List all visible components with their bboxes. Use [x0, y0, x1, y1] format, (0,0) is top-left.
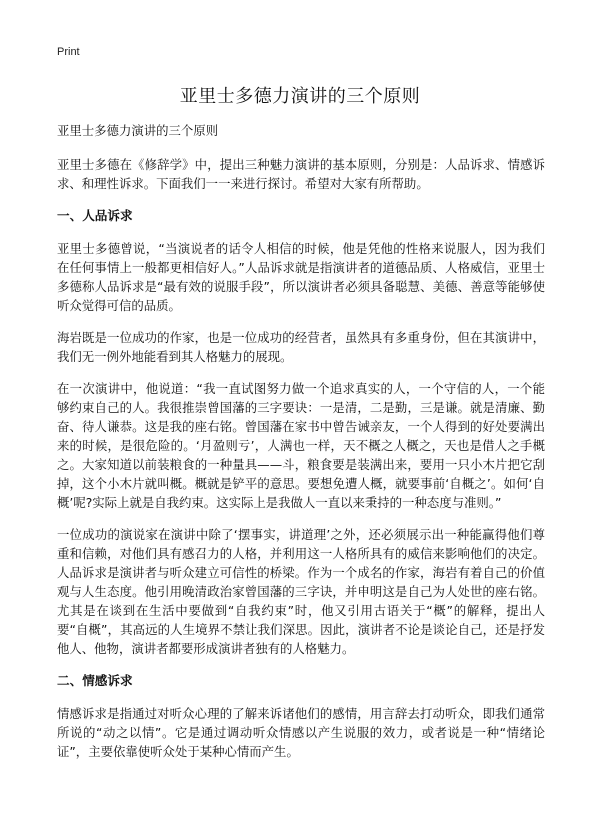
- ethos-paragraph-2: 海岩既是一位成功的作家，也是一位成功的经营者，虽然具有多重身份，但在其演讲中，我们无一例外地能看到其人格魅力的展现。: [57, 330, 545, 364]
- document-subtitle: 亚里士多德力演讲的三个原则: [57, 123, 219, 138]
- intro-paragraph: 亚里士多德在《修辞学》中，提出三种魅力演讲的基本原则，分别是：人品诉求、情感诉求、和理性诉求。下面我们一一来进行探讨。希望对大家有所帮助。: [57, 157, 545, 191]
- ethos-paragraph-3: 在一次演讲中，他说道：“我一直试图努力做一个追求真实的人，一个守信的人，一个能够约束自己的人。我很推崇曾国藩的三字要诀：一是清，二是勤，三是谦。就是清廉、勤奋、待人谦恭。这是我的座右铭。曾国藩在家书中曾告诫亲友，一个人得到的好处要满出来的时候，是很危险的。‘月盈则亏’，人满也一样，天不概之人概之，天也是借人之手概之。大家知道以前装粮食的一种量具——斗，粮食要是装满出来，要用一只小木片把它刮掉，这个小木片就叫概。概就是铲平的意思。要想免遭人概，就要事前‘自概之’。如何‘自概’呢?实际上就是自我约束。这实际上是我做人一直以来秉持的一种态度与准则。”: [57, 381, 545, 510]
- print-label: Print: [57, 46, 80, 58]
- ethos-paragraph-4: 一位成功的演说家在演讲中除了‘摆事实，讲道理’之外，还必须展示出一种能赢得他们尊重和信赖，对他们具有感召力的人格，并利用这一人格所具有的威信来影响他们的决定。人品诉求是演讲者与听众建立可信性的桥梁。作为一个成名的作家，海岩有着自己的价值观与人生态度。他引用晚清政治家曾国藩的三字诀，并申明这是自己为人处世的座右铭。尤其是在谈到在生活中要做到“自我约束”时，他又引用古语关于“概”的解释，提出人要“自概”，其高远的人生境界不禁让我们深思。因此，演讲者不论是谈论自己，还是抒发他人、他物，演讲者都要形成演讲者独有的人格魅力。: [57, 527, 545, 656]
- document-title: 亚里士多德力演讲的三个原则: [179, 86, 421, 107]
- pathos-paragraph-1: 情感诉求是指通过对听众心理的了解来诉诸他们的感情，用言辞去打动听众，即我们通常所说的“动之以情”。它是通过调动听众情感以产生说服的效力，或者说是一种“情绪论证”，主要依靠使听众处于某种心情而产生。: [57, 706, 545, 759]
- section-heading-pathos: 二、情感诉求: [57, 673, 133, 688]
- section-heading-ethos: 一、人品诉求: [57, 208, 133, 223]
- ethos-paragraph-1: 亚里士多德曾说，“当演说者的话令人相信的时候，他是凭他的性格来说服人，因为我们在任何事情上一般都更相信好人。”人品诉求就是指演讲者的道德品质、人格威信，亚里士多德称人品诉求是“最有效的说服手段”，所以演讲者必须具备聪慧、美德、善意等能够使听众觉得可信的品质。: [57, 241, 545, 313]
- document-body: [57, 121, 545, 774]
